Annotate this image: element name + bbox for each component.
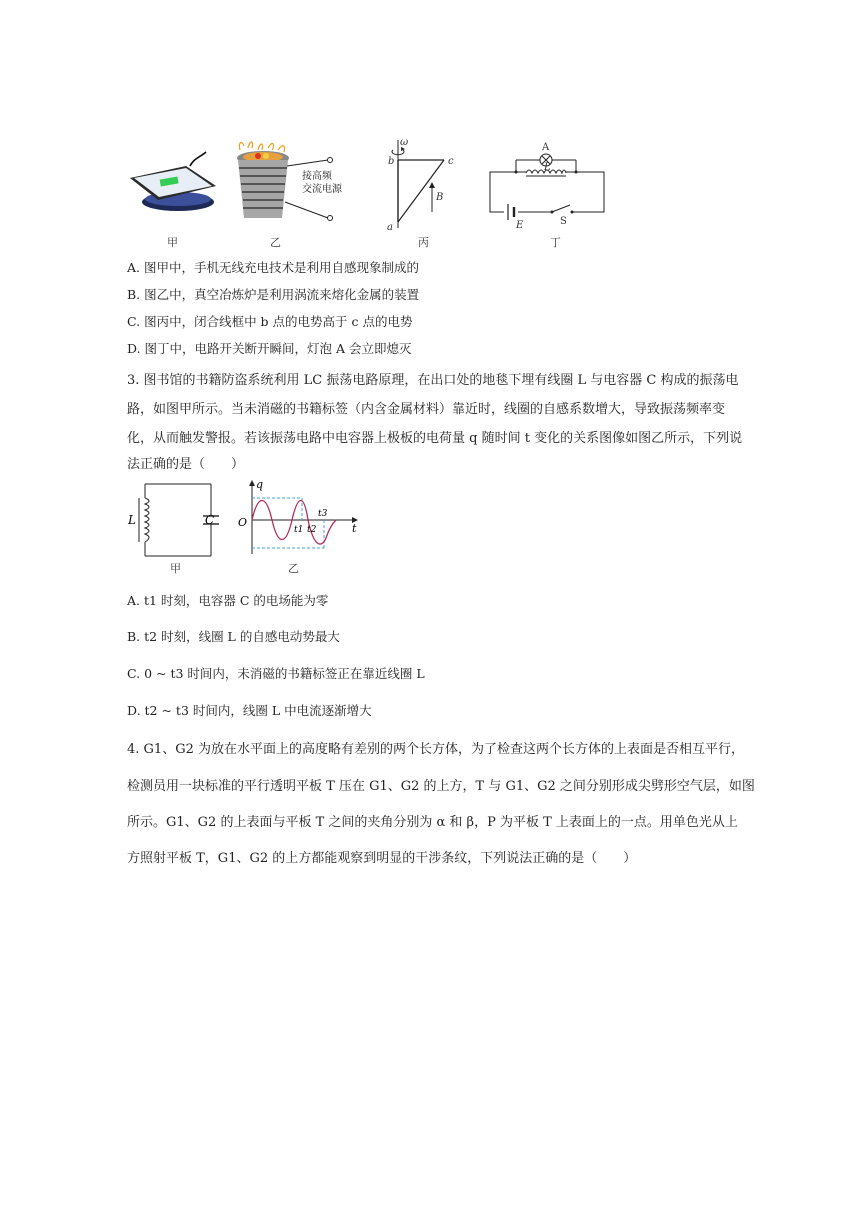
q4-line-2: 检测员用一块标准的平行透明平板 T 压在 G1、G2 的上方，T 与 G1、G2 之间分别形成尖劈形空气层，如图	[127, 779, 755, 794]
q2-option-a: A. 图甲中，手机无线充电技术是利用自感现象制成的	[127, 260, 419, 275]
caption-ding: 丁	[550, 236, 561, 249]
q3-fig-t2-label: t2	[307, 525, 317, 535]
q3-line-1: 3. 图书馆的书籍防盗系统利用 LC 振荡电路原理，在出口处的地毯下埋有线圈 L 与电容器 C 构成的振荡电	[127, 373, 739, 388]
q3-option-c: C. 0 ~ t3 时间内，未消磁的书籍标签正在靠近线圈 L	[127, 666, 425, 681]
ding-L-label: L	[544, 162, 551, 173]
q4-line-3: 所示。G1、G2 的上表面与平板 T 之间的夹角分别为 α 和 β，P 为平板 T 上表面上的一点。用单色光从上	[127, 815, 738, 830]
q3-option-b: B. t2 时刻，线圈 L 的自感电动势最大	[127, 629, 340, 644]
bing-a-label: a	[387, 222, 393, 233]
ding-S-label: S	[560, 216, 567, 227]
q3-fig-t1-label: t1	[294, 525, 304, 535]
q3-line-2: 路，如图甲所示。当未消磁的书籍标签（内含金属材料）靠近时，线圈的自感系数增大，导致振荡频率变	[127, 402, 726, 417]
q3-fig-t3-label: t3	[318, 509, 328, 519]
ding-A-label: A	[542, 142, 550, 153]
q3-line-4: 法正确的是（ ）	[127, 457, 245, 472]
q3-option-a: A. t1 时刻，电容器 C 的电场能为零	[127, 593, 329, 608]
bing-omega-label: ω	[400, 137, 409, 148]
ding-E-label: E	[516, 220, 524, 230]
figure-bing-triangle-frame	[380, 136, 460, 234]
q2-option-b: B. 图乙中，真空冶炼炉是利用涡流来熔化金属的装置	[127, 287, 420, 302]
q3-fig-L-label: L	[128, 513, 136, 527]
caption-yi: 乙	[270, 236, 281, 249]
figure-ding-circuit	[486, 140, 610, 230]
yi-label-ac-source: 交流电源	[302, 184, 342, 195]
q3-caption-yi: 乙	[288, 562, 299, 575]
bing-b-label: b	[388, 156, 395, 167]
bing-B-label: B	[436, 192, 444, 203]
q3-fig-q-label: q	[256, 478, 264, 491]
q3-caption-jia: 甲	[170, 562, 181, 575]
q4-line-4: 方照射平板 T，G1、G2 的上方都能观察到明显的干涉条纹，下列说法正确的是（ ）	[127, 851, 637, 866]
q3-option-d: D. t2 ~ t3 时间内，线圈 L 中电流逐渐增大	[127, 703, 372, 718]
caption-bing: 丙	[418, 236, 429, 249]
q3-fig-t-label: t	[352, 522, 357, 535]
bing-c-label: c	[448, 156, 454, 167]
q3-fig-C-label: C	[205, 513, 215, 527]
q2-option-c: C. 图丙中，闭合线框中 b 点的电势高于 c 点的电势	[127, 314, 413, 329]
q4-line-1: 4. G1、G2 为放在水平面上的高度略有差别的两个长方体，为了检查这两个长方体的上表面是否相互平行，	[127, 742, 744, 757]
q2-option-d: D. 图丁中，电路开关断开瞬间，灯泡 A 会立即熄灭	[127, 341, 412, 356]
caption-jia: 甲	[167, 236, 178, 249]
q3-line-3: 化，从而触发警报。若该振荡电路中电容器上极板的电荷量 q 随时间 t 变化的关系图像如图乙所示，下列说	[127, 431, 743, 446]
yi-label-high-frequency: 接高频	[302, 171, 332, 182]
figure-jia-wireless-charger	[128, 150, 218, 222]
q3-fig-O-label: O	[238, 516, 248, 529]
figure-q3-q-t-graph	[232, 478, 362, 558]
